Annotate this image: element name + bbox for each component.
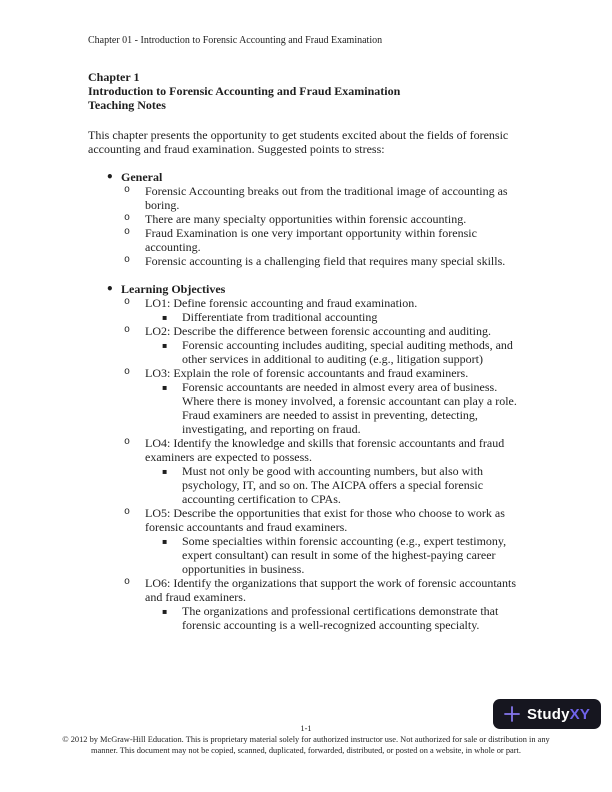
- brand-text: [527, 706, 590, 723]
- circle-bullet-icon: o: [124, 325, 131, 336]
- list-item: [88, 506, 525, 534]
- list-subitem: [88, 338, 525, 366]
- list-item: [88, 576, 525, 604]
- chapter-title-line-3: Teaching Notes: [88, 98, 166, 112]
- list-item-text: LO3: Explain the role of forensic accountants and fraud examiners.: [145, 366, 469, 380]
- chapter-title-line-1: Chapter 1: [88, 70, 140, 84]
- brand-accent-text: XY: [569, 705, 591, 723]
- chapter-title-line-2: Introduction to Forensic Accounting and Fraud Examination: [88, 84, 401, 98]
- list-subitem-text: Differentiate from traditional accounting: [182, 310, 378, 324]
- list-item-text: LO5: Describe the opportunities that exist for those who choose to work as forensic accountants and fraud examiners.: [145, 506, 505, 534]
- list-item: [88, 296, 525, 310]
- list-subitem: [88, 534, 525, 576]
- brand-primary-text: Study: [526, 705, 570, 723]
- list-subitem: [88, 380, 525, 436]
- list-item: [88, 366, 525, 380]
- list-item-text: LO2: Describe the difference between forensic accounting and auditing.: [145, 324, 491, 338]
- intro-paragraph: This chapter presents the opportunity to get students excited about the fields of forensic accounting and fraud examination. Suggested points to stress:: [88, 128, 509, 156]
- list-item: [88, 436, 525, 464]
- list-item-text: There are many specialty opportunities within forensic accounting.: [145, 212, 467, 226]
- circle-bullet-icon: o: [124, 367, 131, 378]
- list-item-text: Fraud Examination is one very important opportunity within forensic accounting.: [145, 226, 477, 254]
- list-item: [88, 226, 525, 254]
- page-footer: [0, 724, 612, 756]
- circle-bullet-icon: o: [124, 213, 131, 224]
- list-item-text: LO1: Define forensic accounting and fraud examination.: [145, 296, 418, 310]
- page-number: 1-1: [300, 724, 312, 733]
- list-subitem: [88, 604, 525, 632]
- outline-lists: [88, 170, 525, 632]
- list-item: [88, 184, 525, 212]
- square-bullet-icon: ▪: [162, 537, 168, 546]
- section-general: [88, 170, 525, 184]
- list-item: [88, 254, 525, 268]
- square-bullet-icon: ▪: [162, 313, 168, 322]
- list-subitem-text: The organizations and professional certifications demonstrate that forensic accounting is a well-recognized accounting specialty.: [182, 604, 499, 632]
- list-subitem-text: Forensic accountants are needed in almost every area of business. Where there is money involved, a forensic accountant can play a role. Fraud examiners are needed to assist in preventing, detecting, investigating, and reporting on fraud.: [182, 380, 517, 436]
- list-item: [88, 324, 525, 338]
- section-label-learning-objectives: Learning Objectives: [121, 282, 226, 296]
- circle-bullet-icon: o: [124, 577, 131, 588]
- square-bullet-icon: ▪: [162, 341, 168, 350]
- section-learning-objectives: [88, 282, 525, 296]
- copyright-text: © 2012 by McGraw-Hill Education. This is proprietary material solely for authorized instructor use. Not authorized for sale or distribution in any manner. This document may not be copied, scanned, duplicated, forwarded, distributed, or posted on a website, in whole or part.: [62, 734, 550, 755]
- circle-bullet-icon: o: [124, 185, 131, 196]
- page-content: [88, 70, 525, 632]
- list-subitem: [88, 310, 525, 324]
- section-label-general: General: [121, 170, 163, 184]
- chapter-title-block: [88, 70, 525, 112]
- list-subitem-text: Forensic accounting includes auditing, special auditing methods, and other services in additional to auditing (e.g., litigation support): [182, 338, 513, 366]
- list-subitem-text: Some specialties within forensic accounting (e.g., expert testimony, expert consultant) can result in some of the highest-paying career opportunities in business.: [182, 534, 507, 576]
- circle-bullet-icon: o: [124, 507, 131, 518]
- list-subitem-text: Must not only be good with accounting numbers, but also with psychology, IT, and so on. The AICPA offers a special forensic accounting certification to CPAs.: [182, 464, 484, 506]
- circle-bullet-icon: o: [124, 437, 131, 448]
- square-bullet-icon: ▪: [162, 467, 168, 476]
- list-item-text: LO4: Identify the knowledge and skills that forensic accountants and fraud examiners are expected to possess.: [145, 436, 505, 464]
- circle-bullet-icon: o: [124, 297, 131, 308]
- bullet-icon: •: [106, 282, 114, 296]
- square-bullet-icon: ▪: [162, 607, 168, 616]
- plus-icon: [504, 706, 520, 722]
- running-header: Chapter 01 - Introduction to Forensic Accounting and Fraud Examination: [88, 35, 383, 46]
- circle-bullet-icon: o: [124, 255, 131, 266]
- list-subitem: [88, 464, 525, 506]
- list-item: [88, 212, 525, 226]
- list-item-text: LO6: Identify the organizations that support the work of forensic accountants and fraud examiners.: [145, 576, 517, 604]
- bullet-icon: •: [106, 170, 114, 184]
- circle-bullet-icon: o: [124, 227, 131, 238]
- list-item-text: Forensic accounting is a challenging field that requires many special skills.: [145, 254, 506, 268]
- square-bullet-icon: ▪: [162, 383, 168, 392]
- list-item-text: Forensic Accounting breaks out from the traditional image of accounting as boring.: [145, 184, 508, 212]
